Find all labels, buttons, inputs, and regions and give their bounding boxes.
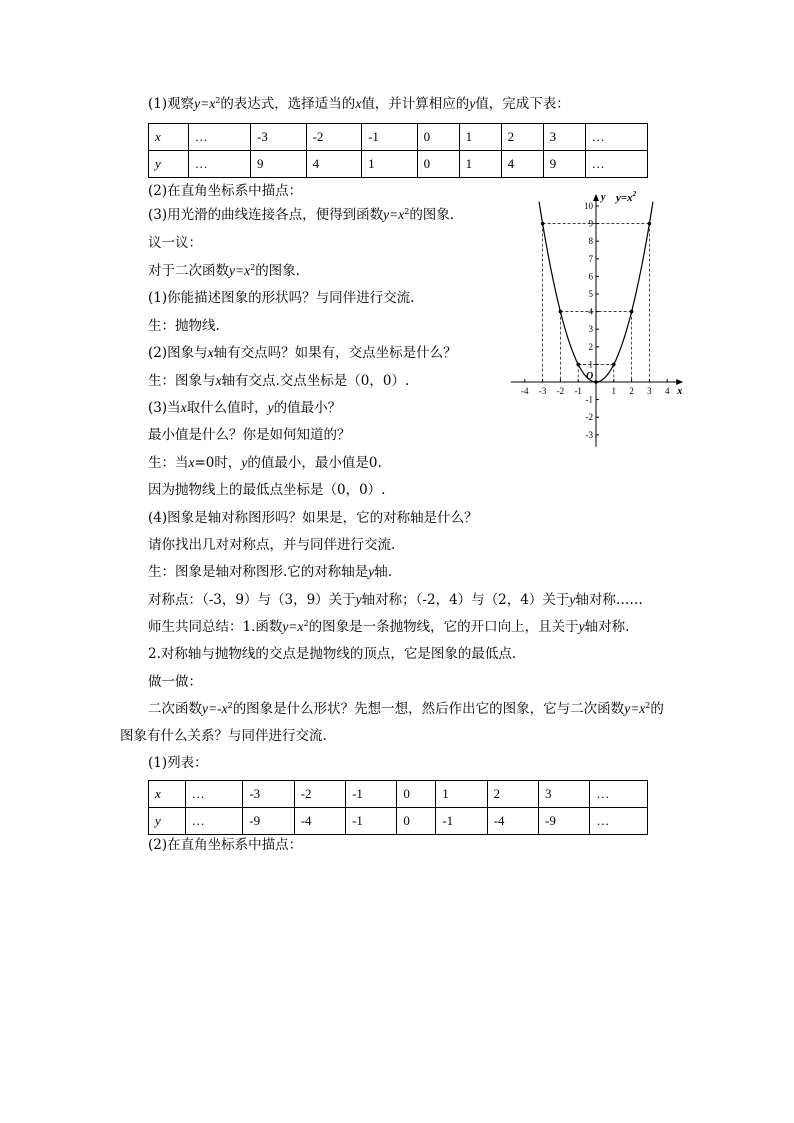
- origin-label: O: [586, 371, 594, 382]
- data-point: [648, 222, 652, 226]
- step-3-connect-curve: (3)用光滑的曲线连接各点，便得到函数$y=x^2$的图象.: [148, 207, 455, 223]
- y-tick-label: 9: [588, 218, 593, 229]
- value-cell: 9: [543, 151, 585, 178]
- value-cell: -1: [346, 781, 397, 808]
- question-3: (3)当x取什么值时，y的值最小？: [148, 400, 342, 416]
- table-row: [149, 151, 648, 178]
- y-tick-label: -3: [585, 429, 593, 440]
- x-tick-label: -1: [574, 386, 582, 396]
- value-cell: …: [188, 151, 250, 178]
- value-cell: -1: [346, 808, 397, 835]
- value-cell: 0: [397, 808, 436, 835]
- y-tick-label: -2: [585, 412, 593, 423]
- y-tick-label: 2: [588, 341, 593, 352]
- row-header-cell: x: [149, 124, 189, 151]
- value-cell: -3: [251, 124, 307, 151]
- value-cell: 0: [417, 124, 459, 151]
- x-tick-label: 1: [611, 386, 617, 396]
- data-point: [630, 310, 634, 314]
- axes: [511, 194, 683, 447]
- table-row: [149, 808, 648, 835]
- y-axis-label: y: [601, 192, 606, 203]
- answer-3-reason: 因为抛物线上的最低点坐标是（0，0）.: [148, 482, 386, 498]
- x-axis-arrow: [676, 379, 683, 385]
- function-label: $y=x^2$: [616, 190, 637, 204]
- try-step-2: (2)在直角坐标系中描点：: [148, 837, 303, 853]
- value-cell: 1: [459, 124, 501, 151]
- value-cell: 9: [251, 151, 307, 178]
- data-point: [594, 380, 598, 384]
- table-row: [149, 781, 648, 808]
- value-cell: -1: [362, 124, 418, 151]
- y-tick-label: -1: [585, 394, 593, 405]
- answer-3: 生：当x=0时，y的值最小，最小值是0.: [148, 455, 382, 471]
- value-cell: -9: [243, 808, 294, 835]
- try-question: 二次函数$y=-x^2$的图象是什么形状？先想一想，然后作出它的图象，它与二次函数$y=x^2$的: [148, 701, 664, 717]
- value-cell: …: [585, 124, 647, 151]
- value-cell: …: [188, 124, 250, 151]
- value-cell: 3: [543, 124, 585, 151]
- value-cell: -4: [294, 808, 345, 835]
- data-point: [559, 310, 563, 314]
- value-cell: 0: [417, 151, 459, 178]
- value-table-y-neg-x2: [148, 780, 648, 835]
- tick-labels: [521, 192, 682, 440]
- y-tick-label: 7: [588, 253, 593, 264]
- question-2: (2)图象与x轴有交点吗？如果有，交点坐标是什么？: [148, 345, 457, 361]
- value-cell: 1: [459, 151, 501, 178]
- value-cell: 1: [362, 151, 418, 178]
- x-tick-label: -2: [556, 386, 565, 396]
- discuss-intro: 对于二次函数$y=x^2$的图象.: [148, 263, 300, 279]
- try-heading: 做一做：: [148, 674, 202, 690]
- value-cell: -1: [436, 808, 487, 835]
- value-cell: …: [590, 808, 648, 835]
- summary-1: 师生共同总结：1.函数$y=x^2$的图象是一条抛物线，它的开口向上，且关于y轴对称.: [148, 619, 630, 635]
- y-tick-label: 6: [588, 271, 593, 282]
- summary-2: 2.对称轴与抛物线的交点是抛物线的顶点，它是图象的最低点.: [148, 646, 517, 662]
- value-cell: 3: [539, 781, 590, 808]
- question-4-task: 请你找出几对对称点，并与同伴进行交流.: [148, 537, 396, 553]
- y-tick-label: 8: [588, 236, 593, 247]
- y-tick-label: 3: [588, 324, 593, 335]
- y-tick-label: 10: [584, 201, 593, 211]
- value-cell: 2: [487, 781, 538, 808]
- step-2-plot-points: (2)在直角坐标系中描点：: [148, 183, 303, 199]
- value-cell: …: [185, 781, 243, 808]
- value-cell: -3: [243, 781, 294, 808]
- value-cell: 2: [501, 124, 543, 151]
- value-cell: 4: [306, 151, 362, 178]
- row-header-cell: x: [149, 781, 186, 808]
- parabola-graph: [490, 188, 683, 440]
- question-4: (4)图象是轴对称图形吗？如果是，它的对称轴是什么？: [148, 510, 478, 526]
- answer-4: 生：图象是轴对称图形.它的对称轴是y轴.: [148, 564, 393, 580]
- y-tick-label: 1: [588, 359, 593, 370]
- value-table-y-x2: [148, 123, 648, 178]
- try-step-1: (1)列表：: [148, 755, 208, 771]
- question-1: (1)你能描述图象的形状吗？与同伴进行交流.: [148, 290, 415, 306]
- x-tick-label: 2: [629, 386, 634, 396]
- question-3-followup: 最小值是什么？你是如何知道的？: [148, 427, 351, 443]
- y-axis-arrow: [593, 194, 599, 201]
- x-axis-label: x: [677, 386, 683, 397]
- x-tick-label: 4: [664, 386, 670, 396]
- value-cell: 1: [436, 781, 487, 808]
- answer-2: 生：图象与x轴有交点.交点坐标是（0，0）.: [148, 373, 410, 389]
- data-point: [612, 363, 616, 367]
- row-header-cell: y: [149, 808, 186, 835]
- x-tick-label: 3: [647, 386, 652, 396]
- value-cell: -4: [487, 808, 538, 835]
- x-tick-label: -4: [521, 386, 529, 396]
- y-tick-label: 4: [588, 306, 593, 317]
- row-header-cell: y: [149, 151, 189, 178]
- data-point: [541, 222, 545, 226]
- value-cell: …: [590, 781, 648, 808]
- value-cell: 0: [397, 781, 436, 808]
- answer-1: 生：抛物线.: [148, 318, 220, 334]
- value-cell: -2: [306, 124, 362, 151]
- value-cell: …: [585, 151, 647, 178]
- try-question-cont: 图象有什么关系？与同伴进行交流.: [120, 728, 327, 744]
- y-tick-label: 5: [588, 289, 593, 299]
- value-cell: -2: [294, 781, 345, 808]
- discuss-heading: 议一议：: [148, 235, 202, 251]
- value-cell: …: [185, 808, 243, 835]
- intro-step-1: (1)观察$y=x^2$的表达式，选择适当的x值，并计算相应的y值，完成下表：: [148, 96, 570, 112]
- data-point: [576, 363, 580, 367]
- symmetric-points: 对称点：（-3，9）与（3，9）关于y轴对称；（-2，4）与（2，4）关于y轴对称……: [148, 592, 643, 608]
- value-cell: 4: [501, 151, 543, 178]
- value-cell: -9: [539, 808, 590, 835]
- table-row: [149, 124, 648, 151]
- x-tick-label: -3: [538, 386, 547, 396]
